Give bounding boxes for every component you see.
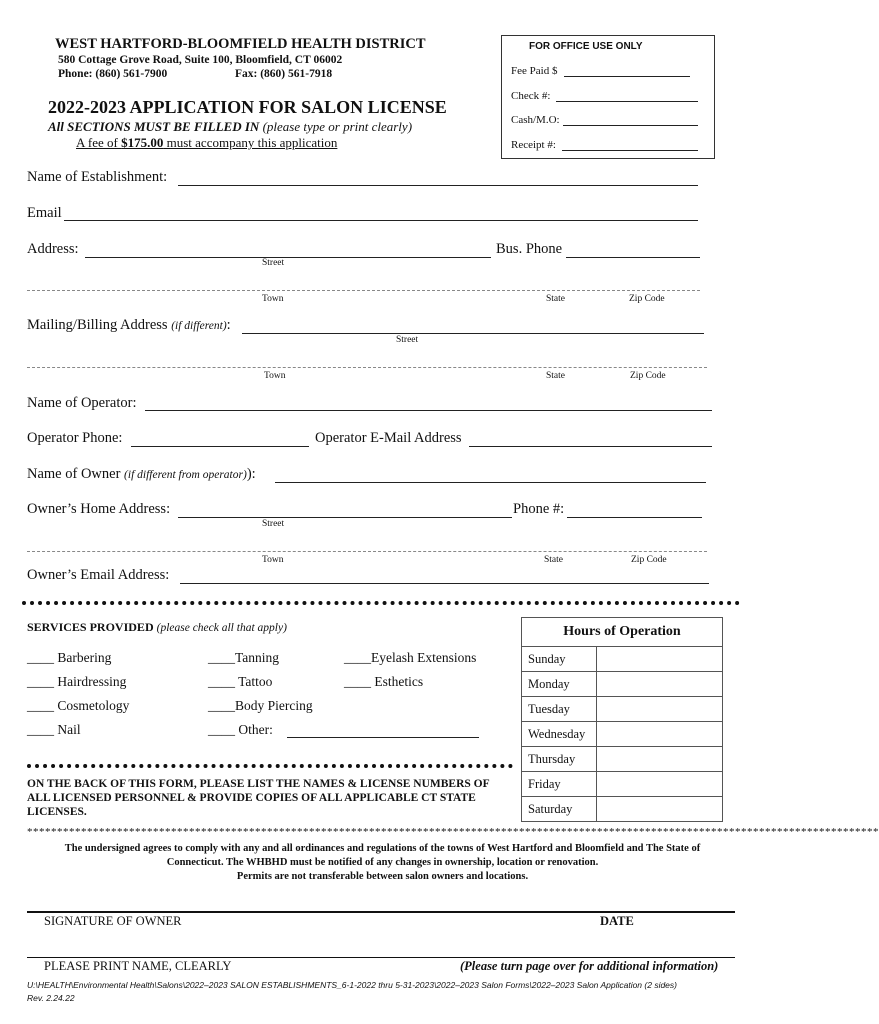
owner-phone-field[interactable] xyxy=(567,517,702,518)
zip-caption: Zip Code xyxy=(629,294,665,304)
fee-paid-label: Fee Paid $ xyxy=(511,65,558,77)
establishment-label: Name of Establishment: xyxy=(27,169,168,185)
day-label: Saturday xyxy=(522,797,597,822)
service-barbering[interactable]: ____ Barbering xyxy=(27,650,112,665)
hours-table xyxy=(521,617,723,822)
services-note: (please check all that apply) xyxy=(156,622,287,634)
day-label: Sunday xyxy=(522,647,597,672)
services-divider xyxy=(27,764,513,768)
mailing-note: (if different) xyxy=(171,320,227,332)
office-use-box xyxy=(501,35,715,159)
mailing-label-text: Mailing/Billing Address xyxy=(27,317,168,333)
owner-label: Name of Owner (if different from operator)): xyxy=(27,466,256,482)
date-label: DATE xyxy=(600,914,634,928)
town-caption: Town xyxy=(262,294,284,304)
file-path: U:\HEALTH\Environmental Health\Salons\2022–2023 SALON ESTABLISHMENTS_6-1-2022 thru 5-31-2023\2022–2023 Salon Forms\2022–2023 Salon Application (2 sides) xyxy=(27,980,677,990)
district-phone: Phone: (860) 561-7900 xyxy=(58,68,168,80)
service-hairdressing[interactable]: ____ Hairdressing xyxy=(27,674,127,689)
owner-email-field[interactable] xyxy=(180,583,709,584)
operator-field[interactable] xyxy=(145,410,712,411)
hours-input[interactable] xyxy=(597,772,723,797)
hours-title: Hours of Operation xyxy=(522,618,723,647)
mailing-state-caption: State xyxy=(546,371,565,381)
fee-note xyxy=(76,135,337,151)
mailing-label: Mailing/Billing Address (if different): xyxy=(27,317,231,333)
hours-input[interactable] xyxy=(597,672,723,697)
day-label: Friday xyxy=(522,772,597,797)
service-cosmetology[interactable]: ____ Cosmetology xyxy=(27,698,130,713)
owner-street-caption: Street xyxy=(262,519,285,529)
day-label: Tuesday xyxy=(522,697,597,722)
street-caption: Street xyxy=(262,258,285,268)
section-divider xyxy=(22,601,740,605)
hours-input[interactable] xyxy=(597,747,723,772)
address-town-field[interactable] xyxy=(27,290,700,291)
operator-email-label: Operator E-Mail Address xyxy=(315,430,462,446)
day-label: Thursday xyxy=(522,747,597,772)
owner-town-caption: Town xyxy=(262,555,284,565)
check-label: Check #: xyxy=(511,90,551,102)
service-nail[interactable]: ____ Nail xyxy=(27,722,81,737)
mailing-town-caption: Town xyxy=(264,371,286,381)
owner-label-text: Name of Owner xyxy=(27,466,121,482)
agreement-line3: Permits are not transferable between salon owners and locations. xyxy=(236,871,529,882)
owner-field[interactable] xyxy=(275,482,706,483)
owner-town-field[interactable] xyxy=(27,551,707,552)
hours-row-thursday xyxy=(522,747,723,772)
hours-input[interactable] xyxy=(597,697,723,722)
receipt-field[interactable] xyxy=(562,150,698,151)
agreement-line1: The undersigned agrees to comply with any and all ordinances and regulations of the towns of West Hartford and Bloomfield and The State of xyxy=(64,843,701,854)
print-name-line[interactable] xyxy=(27,957,735,958)
owner-note: (if different from operator) xyxy=(124,469,247,481)
cash-label: Cash/M.O: xyxy=(511,114,560,126)
hours-row-tuesday xyxy=(522,697,723,722)
hours-row-monday xyxy=(522,672,723,697)
other-service-field[interactable] xyxy=(287,737,479,738)
hours-row-sunday xyxy=(522,647,723,672)
hours-input[interactable] xyxy=(597,647,723,672)
hours-row-friday xyxy=(522,772,723,797)
district-name: WEST HARTFORD-BLOOMFIELD HEALTH DISTRICT xyxy=(55,36,426,52)
bus-phone-field[interactable] xyxy=(566,257,700,258)
hours-row-saturday xyxy=(522,797,723,822)
operator-email-field[interactable] xyxy=(469,446,712,447)
bus-phone-label: Bus. Phone xyxy=(496,241,563,257)
signature-line[interactable] xyxy=(27,911,735,913)
mailing-street-field[interactable] xyxy=(242,333,704,334)
operator-phone-label: Operator Phone: xyxy=(27,430,123,446)
mailing-town-field[interactable] xyxy=(27,367,707,368)
cash-field[interactable] xyxy=(563,125,698,126)
print-name-label: PLEASE PRINT NAME, CLEARLY xyxy=(44,959,232,973)
district-fax: Fax: (860) 561-7918 xyxy=(235,68,333,80)
services-heading xyxy=(27,620,287,635)
office-title: FOR OFFICE USE ONLY xyxy=(529,41,643,52)
owner-state-caption: State xyxy=(544,555,563,565)
form-title: 2022-2023 APPLICATION FOR SALON LICENSE xyxy=(48,97,447,117)
instruction-rest: (please type or print clearly) xyxy=(259,119,413,134)
owner-address-label: Owner’s Home Address: xyxy=(27,501,171,517)
service-eyelash[interactable]: ____Eyelash Extensions xyxy=(344,650,477,665)
check-field[interactable] xyxy=(556,101,698,102)
owner-email-label: Owner’s Email Address: xyxy=(27,567,170,583)
address-label: Address: xyxy=(27,241,79,257)
receipt-label: Receipt #: xyxy=(511,139,556,151)
hours-input[interactable] xyxy=(597,722,723,747)
service-esthetics[interactable]: ____ Esthetics xyxy=(344,674,424,689)
hours-row-wednesday xyxy=(522,722,723,747)
day-label: Wednesday xyxy=(522,722,597,747)
owner-street-field[interactable] xyxy=(178,517,512,518)
district-address: 580 Cottage Grove Road, Suite 100, Bloomfield, CT 06002 xyxy=(58,54,343,66)
email-label: Email xyxy=(27,205,62,221)
fee-amount: $175.00 xyxy=(121,135,164,150)
mailing-street-caption: Street xyxy=(396,335,419,345)
address-street-field[interactable] xyxy=(85,257,491,258)
service-body-piercing[interactable]: ____Body Piercing xyxy=(208,698,313,713)
operator-label: Name of Operator: xyxy=(27,395,137,411)
fee-paid-field[interactable] xyxy=(564,76,690,77)
instruction-bold: All SECTIONS MUST BE FILLED IN xyxy=(48,119,260,134)
signature-owner-label: SIGNATURE OF OWNER xyxy=(44,914,182,928)
revision: Rev. 2.24.22 xyxy=(27,993,75,1003)
mailing-zip-caption: Zip Code xyxy=(630,371,666,381)
service-tanning[interactable]: ____Tanning xyxy=(208,650,280,665)
email-field[interactable] xyxy=(64,220,698,221)
owner-phone-label: Phone #: xyxy=(513,501,565,517)
operator-phone-field[interactable] xyxy=(131,446,309,447)
instruction xyxy=(48,119,412,135)
turn-page-note: (Please turn page over for additional information) xyxy=(460,959,719,973)
hours-input[interactable] xyxy=(597,797,723,822)
back-form-note: ON THE BACK OF THIS FORM, PLEASE LIST THE NAMES & LICENSE NUMBERS OF ALL LICENSED PERSONNEL & PROVIDE COPIES OF ALL APPLICABLE CT STATE LICENSES. xyxy=(27,778,490,818)
fee-pre: A fee of xyxy=(76,135,122,150)
establishment-field[interactable] xyxy=(178,185,698,186)
day-label: Monday xyxy=(522,672,597,697)
service-tattoo[interactable]: ____ Tattoo xyxy=(208,674,273,689)
state-caption: State xyxy=(546,294,565,304)
owner-zip-caption: Zip Code xyxy=(631,555,667,565)
agreement-line2: Connecticut. The WHBHD must be notified of any changes in ownership, location or renovation. xyxy=(166,857,599,868)
service-other[interactable]: ____ Other: xyxy=(208,722,273,737)
fee-post: must accompany this application xyxy=(163,135,338,150)
asterisk-divider: ********************************************************************************************************************************************** xyxy=(27,826,879,838)
services-title: SERVICES PROVIDED xyxy=(27,620,154,634)
